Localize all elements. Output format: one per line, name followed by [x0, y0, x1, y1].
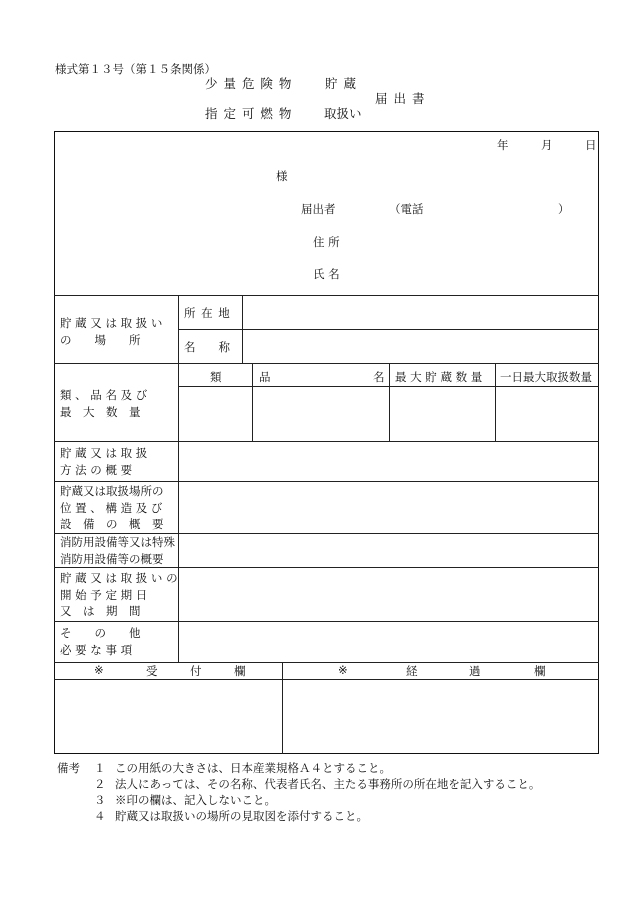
note-text-4: 貯蔵又は取扱いの場所の見取図を添付すること。 [115, 809, 368, 823]
title-handling: 取扱い [324, 106, 362, 121]
title-small-quantity-hazardous: 少 量 危 険 物 [205, 76, 293, 91]
notes-title: 備考 [57, 761, 80, 775]
day-label: 日 [585, 138, 597, 152]
form-frame [54, 131, 599, 754]
title-notification: 届 出 書 [375, 91, 426, 106]
phone-label: （電話 [389, 202, 424, 216]
address-label: 住 所 [313, 235, 340, 249]
progress-char-2: 過 [469, 664, 481, 678]
other-label: そ の 他 必 要 な 事 項 [60, 626, 141, 657]
progress-mark: ※ [338, 663, 348, 677]
col-item-left: 品 [259, 370, 271, 384]
note-text-2: 法人にあっては、その名称、代表者氏名、主たる事務所の所在地を記入すること。 [115, 777, 541, 791]
note-num-1: １ [94, 761, 106, 775]
facility-name-label: 名 称 [184, 340, 230, 354]
title-designated-combustibles: 指 定 可 燃 物 [205, 106, 293, 121]
method-label: 貯 蔵 又 は 取 扱 方 法 の 概 要 [60, 446, 148, 477]
col-daily-max: 一日最大取扱数量 [500, 370, 592, 384]
fire-equipment-label: 消防用設備等又は特殊 消防用設備等の概要 [60, 535, 175, 566]
year-label: 年 [497, 138, 509, 152]
phone-close: ） [558, 202, 570, 216]
note-num-4: ４ [94, 809, 106, 823]
form-number: 様式第１３号（第１５条関係） [55, 62, 216, 76]
reception-char-3: 欄 [234, 664, 246, 678]
reception-char-1: 受 [146, 664, 158, 678]
month-label: 月 [541, 138, 553, 152]
title-storage: 貯 蔵 [325, 76, 357, 91]
note-text-3: ※印の欄は、記入しないこと。 [115, 793, 276, 807]
col-max-storage: 最 大 貯 蔵 数 量 [395, 370, 483, 384]
note-num-2: ２ [94, 777, 106, 791]
reception-char-2: 付 [190, 664, 202, 678]
facility-label: 貯蔵又は取扱場所の 位 置 、 構 造 及 び 設 備 の 概 要 [60, 484, 164, 531]
addressee-suffix: 様 [276, 169, 288, 183]
col-item-right: 名 [373, 370, 385, 384]
place-label: 貯 蔵 又 は 取 扱 い の 場 所 [60, 316, 163, 347]
name-label: 氏 名 [313, 267, 340, 281]
types-label: 類 、 品 名 及 び 最 大 数 量 [60, 388, 148, 419]
location-label: 所 在 地 [184, 306, 231, 320]
notifier-label: 届出者 [301, 202, 336, 216]
note-num-3: ３ [94, 793, 106, 807]
progress-char-1: 経 [406, 664, 418, 678]
col-class: 類 [210, 370, 222, 384]
reception-mark: ※ [94, 663, 104, 677]
note-text-1: この用紙の大きさは、日本産業規格Ａ４とすること。 [115, 761, 391, 775]
period-label: 貯 蔵 又 は 取 扱 い の 開 始 予 定 期 日 又 は 期 間 [60, 571, 178, 618]
progress-char-3: 欄 [534, 664, 546, 678]
